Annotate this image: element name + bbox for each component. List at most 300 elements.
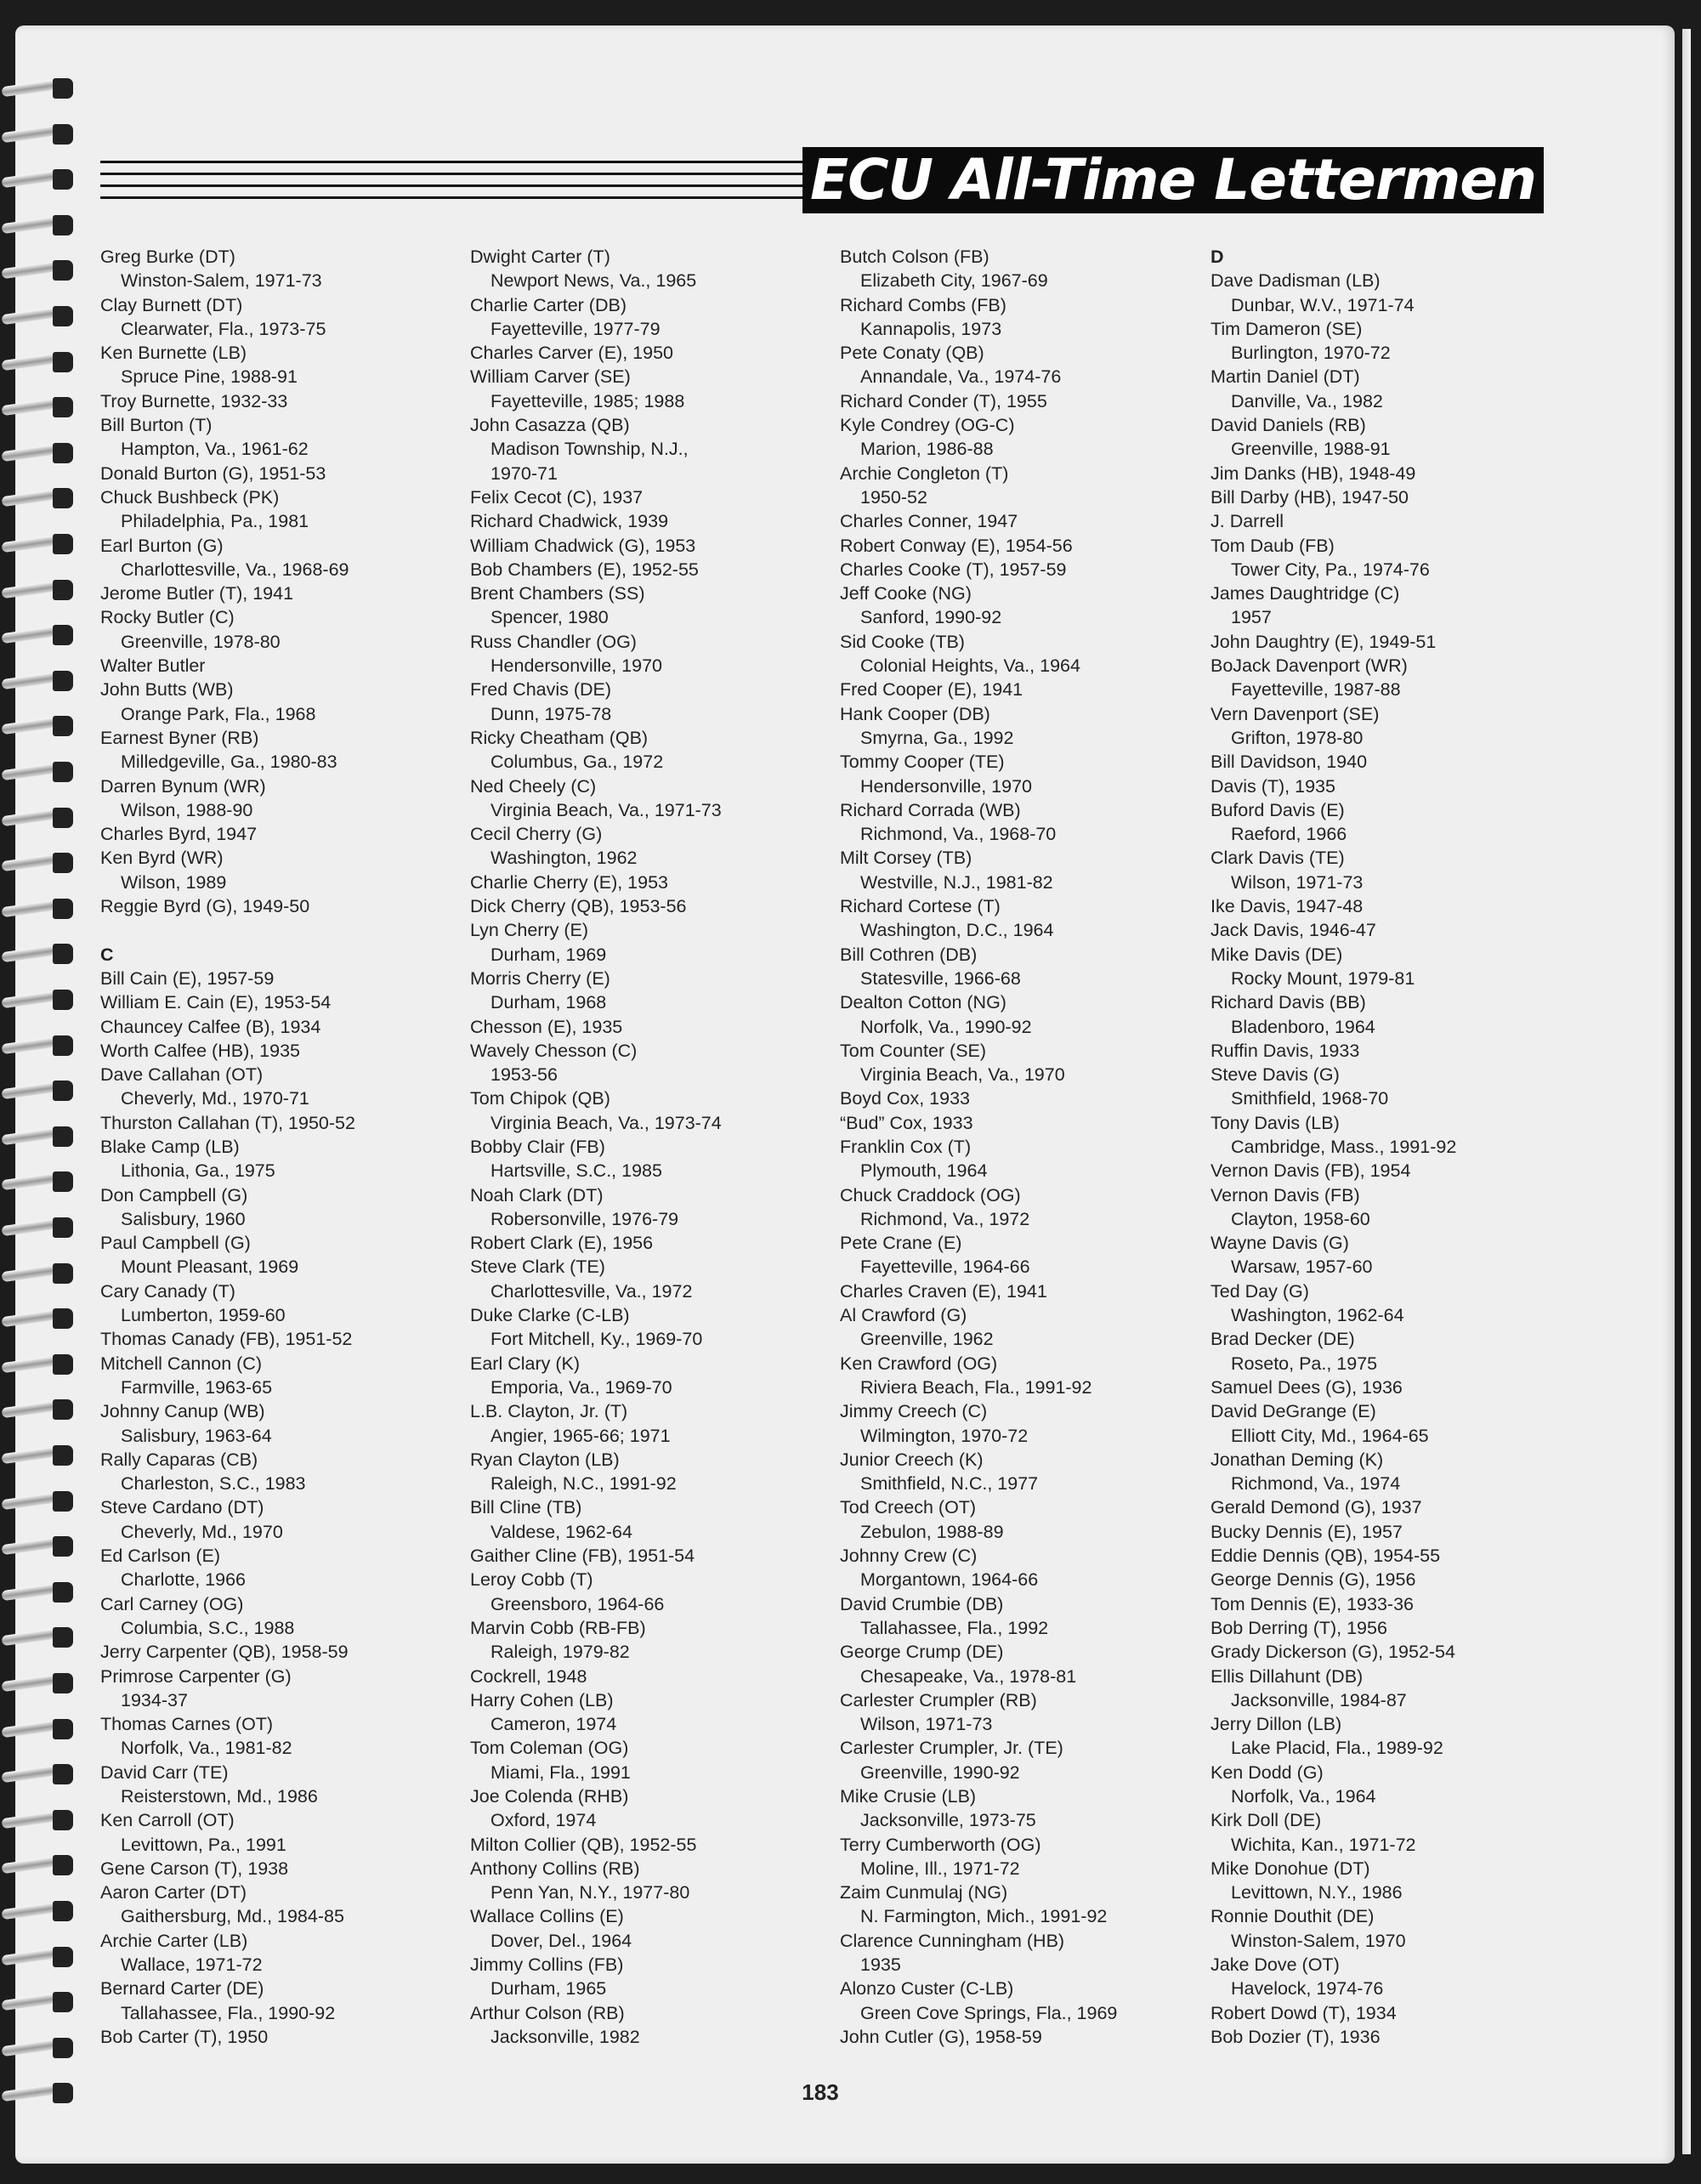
entry-name: Pete Crane (E) xyxy=(840,1233,962,1254)
entry-name: Thomas Carnes (OT) xyxy=(100,1714,274,1735)
entry-name: Bill Darby (HB), 1947-50 xyxy=(1211,486,1409,508)
entry-name: Gaither Cline (FB), 1951-54 xyxy=(470,1546,695,1567)
binding-ring xyxy=(2,1125,80,1149)
entry-detail: Charlottesville, Va., 1972 xyxy=(490,1280,693,1302)
entry-name: BoJack Davenport (WR) xyxy=(1211,655,1408,677)
entry-detail: Fort Mitchell, Ky., 1969-70 xyxy=(490,1329,703,1350)
entry-name: Chauncey Calfee (B), 1934 xyxy=(100,1016,321,1037)
entry-name: Earnest Byner (RB) xyxy=(100,727,259,748)
entry-detail: Hartsville, S.C., 1985 xyxy=(490,1160,662,1182)
entry-name: Tommy Cooper (TE) xyxy=(840,752,1005,773)
entry-name: Worth Calfee (HB), 1935 xyxy=(100,1040,301,1061)
entry-name: David DeGrange (E) xyxy=(1211,1401,1376,1422)
entry-detail: Greenville, 1988-91 xyxy=(1231,439,1391,460)
binding-ring xyxy=(2,395,80,419)
entry-name: William Carver (SE) xyxy=(470,366,631,388)
entry-detail: Jacksonville, 1973-75 xyxy=(860,1810,1036,1831)
entry-name: Bob Dozier (T), 1936 xyxy=(1211,2026,1381,2047)
entry-name: Clay Burnett (DT) xyxy=(100,294,243,315)
entry-name: Milt Corsey (TB) xyxy=(840,848,972,869)
binding-ring xyxy=(2,1216,80,1239)
entry-name: Robert Clark (E), 1956 xyxy=(470,1233,654,1254)
entry-name: Ken Dodd (G) xyxy=(1211,1761,1324,1783)
entry-name: Zaim Cunmulaj (NG) xyxy=(840,1882,1008,1903)
entry-name: Ellis Dillahunt (DB) xyxy=(1211,1665,1364,1687)
entry-detail: Spruce Pine, 1988-91 xyxy=(121,366,298,388)
entry-detail: Chesapeake, Va., 1978-81 xyxy=(860,1665,1077,1687)
entry-detail: Fayetteville, 1987-88 xyxy=(1231,679,1401,701)
entry-name: Dave Dadisman (LB) xyxy=(1211,270,1381,292)
entry-name: Grady Dickerson (G), 1952-54 xyxy=(1211,1642,1455,1663)
entry-name: Steve Cardano (DT) xyxy=(100,1497,264,1518)
entry-name: Charles Carver (E), 1950 xyxy=(470,343,673,364)
entry-detail: Cheverly, Md., 1970 xyxy=(121,1521,283,1542)
entry-detail: Robersonville, 1976-79 xyxy=(490,1208,679,1229)
binding-ring xyxy=(2,623,80,647)
entry-name: Ike Davis, 1947-48 xyxy=(1211,896,1364,917)
entry-name: Tim Dameron (SE) xyxy=(1211,318,1363,339)
entry-name: Dick Cherry (QB), 1953-56 xyxy=(470,896,687,917)
entry-detail: Riviera Beach, Fla., 1991-92 xyxy=(860,1376,1092,1398)
entry-detail: Cheverly, Md., 1970-71 xyxy=(121,1088,309,1109)
entry-name: David Crumbie (DB) xyxy=(840,1593,1004,1614)
entry-detail: Lithonia, Ga., 1975 xyxy=(121,1160,275,1182)
entry-detail: Havelock, 1974-76 xyxy=(1231,1978,1384,2000)
entry-name: Arthur Colson (RB) xyxy=(470,2002,625,2023)
entry-detail: Wilson, 1989 xyxy=(121,871,227,893)
entry-name: Jim Danks (HB), 1948-49 xyxy=(1211,462,1416,484)
binding-ring xyxy=(2,1990,80,2014)
binding-ring xyxy=(2,350,80,374)
entry-detail: Washington, 1962 xyxy=(490,848,638,869)
header-rule xyxy=(100,173,802,175)
binding-ring xyxy=(2,1489,80,1513)
entry-name: Johnny Crew (C) xyxy=(840,1546,978,1567)
entry-name: Bill Cain (E), 1957-59 xyxy=(100,967,275,989)
entry-detail: Zebulon, 1988-89 xyxy=(860,1521,1004,1542)
entry-detail: Richmond, Va., 1974 xyxy=(1231,1473,1401,1495)
entry-detail: 1950-52 xyxy=(860,486,927,508)
entry-detail: Kannapolis, 1973 xyxy=(860,318,1002,339)
entry-name: Charles Cooke (T), 1957-59 xyxy=(840,559,1067,580)
entry-detail: Salisbury, 1960 xyxy=(121,1208,246,1229)
entry-detail: Plymouth, 1964 xyxy=(860,1160,988,1182)
entry-detail: Durham, 1969 xyxy=(490,944,607,965)
entry-name: Charlie Carter (DB) xyxy=(470,294,627,315)
entry-detail: Jacksonville, 1984-87 xyxy=(1231,1689,1407,1710)
binding-ring xyxy=(2,1262,80,1285)
entry-name: Richard Chadwick, 1939 xyxy=(470,511,669,532)
entry-name: Vernon Davis (FB), 1954 xyxy=(1211,1160,1411,1182)
entry-detail: 1957 xyxy=(1231,607,1272,628)
entry-detail: Colonial Heights, Va., 1964 xyxy=(860,655,1080,677)
page-header xyxy=(100,147,1544,215)
entry-detail: Rocky Mount, 1979-81 xyxy=(1231,967,1415,989)
entry-detail: Norfolk, Va., 1981-82 xyxy=(121,1738,292,1759)
entry-detail: Emporia, Va., 1969-70 xyxy=(490,1376,672,1398)
entry-name: Eddie Dennis (QB), 1954-55 xyxy=(1211,1546,1441,1567)
entry-detail: Wilson, 1971-73 xyxy=(860,1714,993,1735)
entry-detail: Richmond, Va., 1972 xyxy=(860,1208,1030,1229)
entry-name: John Casazza (QB) xyxy=(470,415,630,436)
entry-name: Duke Clarke (C-LB) xyxy=(470,1305,630,1326)
entry-name: Ken Burnette (LB) xyxy=(100,343,247,364)
roster-column-3 xyxy=(840,245,1197,2049)
entry-name: Chuck Bushbeck (PK) xyxy=(100,486,280,508)
binding-ring xyxy=(2,760,80,784)
entry-name: Kirk Doll (DE) xyxy=(1211,1810,1322,1831)
entry-name: Bobby Clair (FB) xyxy=(470,1136,605,1157)
entry-detail: Roseto, Pa., 1975 xyxy=(1231,1353,1378,1374)
entry-name: Earl Burton (G) xyxy=(100,535,224,556)
entry-detail: Columbia, S.C., 1988 xyxy=(121,1617,295,1638)
entry-name: Archie Carter (LB) xyxy=(100,1930,248,1951)
entry-detail: Elizabeth City, 1967-69 xyxy=(860,270,1048,292)
binding-ring xyxy=(2,942,80,966)
header-rule xyxy=(100,184,802,187)
binding-ring xyxy=(2,1625,80,1649)
entry-detail: Miami, Fla., 1991 xyxy=(490,1761,631,1783)
entry-name: Vernon Davis (FB) xyxy=(1211,1184,1360,1205)
entry-name: Chesson (E), 1935 xyxy=(470,1016,623,1037)
entry-name: Bill Burton (T) xyxy=(100,415,213,436)
entry-name: Felix Cecot (C), 1937 xyxy=(470,486,644,508)
entry-name: William Chadwick (G), 1953 xyxy=(470,535,696,556)
entry-name: Cary Canady (T) xyxy=(100,1280,235,1302)
entry-name: Primrose Carpenter (G) xyxy=(100,1665,292,1687)
page-edge xyxy=(1682,29,1691,2154)
entry-name: Carl Carney (OG) xyxy=(100,1593,244,1614)
entry-detail: Levittown, Pa., 1991 xyxy=(121,1834,286,1855)
entry-detail: Charleston, S.C., 1983 xyxy=(121,1473,306,1495)
roster-column-4 xyxy=(1211,245,1568,2049)
entry-name: Cockrell, 1948 xyxy=(470,1665,587,1687)
entry-detail: Greenville, 1962 xyxy=(860,1329,994,1350)
entry-name: Bill Cline (TB) xyxy=(470,1497,582,1518)
entry-detail: Columbus, Ga., 1972 xyxy=(490,752,664,773)
binding-ring xyxy=(2,258,80,282)
entry-detail: Virginia Beach, Va., 1970 xyxy=(860,1064,1065,1086)
entry-name: Ruffin Davis, 1933 xyxy=(1211,1040,1360,1061)
entry-name: Wavely Chesson (C) xyxy=(470,1040,638,1061)
entry-name: Joe Colenda (RHB) xyxy=(470,1786,629,1807)
entry-name: Bucky Dennis (E), 1957 xyxy=(1211,1521,1403,1542)
entry-name: Boyd Cox, 1933 xyxy=(840,1088,970,1109)
entry-detail: Philadelphia, Pa., 1981 xyxy=(121,511,309,532)
entry-detail: Oxford, 1974 xyxy=(490,1810,597,1831)
entry-detail: Gaithersburg, Md., 1984-85 xyxy=(121,1906,344,1927)
entry-name: Morris Cherry (E) xyxy=(470,967,610,989)
entry-name: Bill Cothren (DB) xyxy=(840,944,978,965)
entry-detail: Salisbury, 1963-64 xyxy=(121,1425,272,1446)
section-letter: D xyxy=(1211,247,1224,267)
entry-name: Wallace Collins (E) xyxy=(470,1906,624,1927)
entry-detail: Greensboro, 1964-66 xyxy=(490,1593,665,1614)
entry-name: David Carr (TE) xyxy=(100,1761,229,1783)
binding-ring xyxy=(2,1762,80,1786)
entry-name: Walter Butler xyxy=(100,655,206,677)
entry-detail: Madison Township, N.J., xyxy=(490,439,689,460)
entry-name: Tony Davis (LB) xyxy=(1211,1112,1340,1133)
binding-ring xyxy=(2,988,80,1012)
entry-name: Jerome Butler (T), 1941 xyxy=(100,583,294,604)
entry-name: Troy Burnette, 1932-33 xyxy=(100,390,288,411)
entry-detail: Danville, Va., 1982 xyxy=(1231,390,1383,411)
binding-ring xyxy=(2,578,80,602)
entry-detail: Smithfield, 1968-70 xyxy=(1231,1088,1389,1109)
binding-ring xyxy=(2,167,80,191)
entry-detail: Norfolk, Va., 1990-92 xyxy=(860,1016,1032,1037)
entry-detail: Wilmington, 1970-72 xyxy=(860,1425,1029,1446)
binding-ring xyxy=(2,1353,80,1376)
entry-name: Mike Donohue (DT) xyxy=(1211,1858,1370,1879)
entry-name: Charles Conner, 1947 xyxy=(840,511,1018,532)
binding-ring xyxy=(2,1398,80,1421)
entry-name: Davis (T), 1935 xyxy=(1211,775,1335,797)
entry-name: Samuel Dees (G), 1936 xyxy=(1211,1376,1403,1398)
entry-name: Wayne Davis (G) xyxy=(1211,1233,1349,1254)
entry-name: Richard Combs (FB) xyxy=(840,294,1006,315)
entry-name: Chuck Craddock (OG) xyxy=(840,1184,1021,1205)
entry-name: Charlie Cherry (E), 1953 xyxy=(470,871,669,893)
binding-ring xyxy=(2,669,80,693)
entry-name: Noah Clark (DT) xyxy=(470,1184,604,1205)
binding-ring xyxy=(2,486,80,510)
entry-detail: Elliott City, Md., 1964-65 xyxy=(1231,1425,1429,1446)
entry-name: James Daughtridge (C) xyxy=(1211,583,1400,604)
entry-detail: Wilson, 1971-73 xyxy=(1231,871,1364,893)
entry-name: Jimmy Creech (C) xyxy=(840,1401,988,1422)
entry-name: Greg Burke (DT) xyxy=(100,247,235,267)
entry-detail: Virginia Beach, Va., 1971-73 xyxy=(490,799,722,820)
entry-name: L.B. Clayton, Jr. (T) xyxy=(470,1401,628,1422)
entry-detail: Wilson, 1988-90 xyxy=(121,799,253,820)
entry-name: J. Darrell xyxy=(1211,511,1284,532)
entry-name: Donald Burton (G), 1951-53 xyxy=(100,462,326,484)
entry-name: Fred Cooper (E), 1941 xyxy=(840,679,1023,701)
binding-ring xyxy=(2,806,80,830)
entry-name: Gene Carson (T), 1938 xyxy=(100,1858,289,1879)
entry-detail: 1935 xyxy=(860,1954,901,1976)
entry-name: Mike Crusie (LB) xyxy=(840,1786,977,1807)
page-title: ECU All-Time Lettermen xyxy=(802,147,1544,213)
entry-name: Bob Derring (T), 1956 xyxy=(1211,1617,1387,1638)
entry-detail: Dover, Del., 1964 xyxy=(490,1930,632,1951)
entry-name: Marvin Cobb (RB-FB) xyxy=(470,1617,646,1638)
entry-detail: Lake Placid, Fla., 1989-92 xyxy=(1231,1738,1443,1759)
entry-name: Brent Chambers (SS) xyxy=(470,583,645,604)
binding-ring xyxy=(2,2036,80,2060)
entry-detail: Wallace, 1971-72 xyxy=(121,1954,263,1976)
entry-detail: Moline, Ill., 1971-72 xyxy=(860,1858,1020,1879)
entry-name: Hank Cooper (DB) xyxy=(840,703,990,724)
spacer xyxy=(100,918,457,942)
entry-detail: Fayetteville, 1964-66 xyxy=(860,1257,1030,1278)
entry-detail: Newport News, Va., 1965 xyxy=(490,270,697,292)
entry-detail: Washington, D.C., 1964 xyxy=(860,920,1054,941)
entry-name: Mike Davis (DE) xyxy=(1211,944,1343,965)
entry-name: Richard Cortese (T) xyxy=(840,896,1001,917)
entry-detail: Grifton, 1978-80 xyxy=(1231,727,1364,748)
entry-detail: 1970-71 xyxy=(490,462,558,484)
entry-detail: Reisterstown, Md., 1986 xyxy=(121,1786,318,1807)
entry-detail: Farmville, 1963-65 xyxy=(121,1376,273,1398)
entry-name: Ed Carlson (E) xyxy=(100,1546,220,1567)
entry-name: Jerry Carpenter (QB), 1958-59 xyxy=(100,1642,349,1663)
entry-name: Jonathan Deming (K) xyxy=(1211,1449,1384,1470)
binding-ring xyxy=(2,1534,80,1558)
entry-detail: Greenville, 1978-80 xyxy=(121,631,281,652)
roster-column-2 xyxy=(470,245,827,2049)
entry-name: Jerry Dillon (LB) xyxy=(1211,1714,1342,1735)
entry-detail: Winston-Salem, 1971-73 xyxy=(121,270,322,292)
entry-detail: Raleigh, 1979-82 xyxy=(490,1642,630,1663)
entry-detail: Marion, 1986-88 xyxy=(860,439,994,460)
entry-detail: Tallahassee, Fla., 1990-92 xyxy=(121,2002,336,2023)
entry-detail: Charlotte, 1966 xyxy=(121,1569,247,1591)
entry-detail: Orange Park, Fla., 1968 xyxy=(121,703,316,724)
entry-name: Butch Colson (FB) xyxy=(840,247,989,267)
entry-detail: Bladenboro, 1964 xyxy=(1231,1016,1375,1037)
entry-detail: Green Cove Springs, Fla., 1969 xyxy=(860,2002,1118,2023)
entry-name: Clark Davis (TE) xyxy=(1211,848,1345,869)
entry-name: Milton Collier (QB), 1952-55 xyxy=(470,1834,697,1855)
entry-name: Al Crawford (G) xyxy=(840,1305,967,1326)
entry-name: Rally Caparas (CB) xyxy=(100,1449,258,1470)
roster-column-1 xyxy=(100,245,457,2049)
entry-detail: Dunbar, W.V., 1971-74 xyxy=(1231,294,1415,315)
entry-name: John Daughtry (E), 1949-51 xyxy=(1211,631,1437,652)
entry-name: Kyle Condrey (OG-C) xyxy=(840,415,1015,436)
binding-ring xyxy=(2,1034,80,1058)
entry-name: John Butts (WB) xyxy=(100,679,234,701)
binding-ring xyxy=(2,1899,80,1923)
entry-detail: Raleigh, N.C., 1991-92 xyxy=(490,1473,677,1495)
entry-name: Ted Day (G) xyxy=(1211,1280,1309,1302)
entry-name: Carlester Crumpler (RB) xyxy=(840,1689,1037,1710)
entry-name: Charles Byrd, 1947 xyxy=(100,824,258,845)
entry-detail: Penn Yan, N.Y., 1977-80 xyxy=(490,1882,690,1903)
entry-name: Franklin Cox (T) xyxy=(840,1136,972,1157)
entry-name: Jack Davis, 1946-47 xyxy=(1211,920,1376,941)
entry-detail: Hendersonville, 1970 xyxy=(490,655,662,677)
entry-detail: Jacksonville, 1982 xyxy=(490,2026,640,2047)
binding-ring xyxy=(2,2081,80,2105)
entry-detail: Milledgeville, Ga., 1980-83 xyxy=(121,752,337,773)
binding-ring xyxy=(2,1580,80,1604)
entry-detail: Morgantown, 1964-66 xyxy=(860,1569,1039,1591)
entry-detail: Greenville, 1990-92 xyxy=(860,1761,1020,1783)
entry-name: Leroy Cobb (T) xyxy=(470,1569,593,1591)
entry-name: Harry Cohen (LB) xyxy=(470,1689,614,1710)
entry-name: Lyn Cherry (E) xyxy=(470,920,588,941)
entry-detail: Fayetteville, 1977-79 xyxy=(490,318,661,339)
entry-detail: Cambridge, Mass., 1991-92 xyxy=(1231,1136,1457,1157)
entry-name: Rocky Butler (C) xyxy=(100,607,235,628)
entry-detail: Tower City, Pa., 1974-76 xyxy=(1231,559,1430,580)
entry-name: Earl Clary (K) xyxy=(470,1353,581,1374)
entry-name: Archie Congleton (T) xyxy=(840,462,1009,484)
entry-name: Bob Chambers (E), 1952-55 xyxy=(470,559,699,580)
entry-detail: Charlottesville, Va., 1968-69 xyxy=(121,559,349,580)
spiral-binding xyxy=(0,77,82,2117)
entry-name: Charles Craven (E), 1941 xyxy=(840,1280,1047,1302)
entry-detail: Burlington, 1970-72 xyxy=(1231,343,1391,364)
entry-name: Robert Dowd (T), 1934 xyxy=(1211,2002,1397,2023)
entry-name: Vern Davenport (SE) xyxy=(1211,703,1380,724)
entry-detail: Statesville, 1966-68 xyxy=(860,967,1021,989)
binding-ring xyxy=(2,1444,80,1467)
entry-name: Jake Dove (OT) xyxy=(1211,1954,1340,1976)
binding-ring xyxy=(2,1945,80,1969)
binding-ring xyxy=(2,1671,80,1695)
binding-ring xyxy=(2,897,80,921)
entry-detail: Cameron, 1974 xyxy=(490,1714,617,1735)
entry-name: George Crump (DE) xyxy=(840,1642,1004,1663)
entry-name: Blake Camp (LB) xyxy=(100,1136,240,1157)
entry-name: Dwight Carter (T) xyxy=(470,247,610,267)
entry-name: David Daniels (RB) xyxy=(1211,415,1366,436)
entry-name: Johnny Canup (WB) xyxy=(100,1401,265,1422)
entry-name: Don Campbell (G) xyxy=(100,1184,248,1205)
entry-detail: Norfolk, Va., 1964 xyxy=(1231,1786,1376,1807)
entry-name: Tod Creech (OT) xyxy=(840,1497,977,1518)
entry-name: Cecil Cherry (G) xyxy=(470,824,603,845)
entry-name: Terry Cumberworth (OG) xyxy=(840,1834,1041,1855)
entry-name: Carlester Crumpler, Jr. (TE) xyxy=(840,1738,1063,1759)
entry-name: Junior Creech (K) xyxy=(840,1449,984,1470)
entry-detail: Durham, 1968 xyxy=(490,992,607,1013)
entry-name: Bernard Carter (DE) xyxy=(100,1978,264,2000)
entry-detail: Raeford, 1966 xyxy=(1231,824,1347,845)
binding-ring xyxy=(2,1853,80,1877)
entry-name: Ken Byrd (WR) xyxy=(100,848,224,869)
entry-name: William E. Cain (E), 1953-54 xyxy=(100,992,332,1013)
entry-detail: Sanford, 1990-92 xyxy=(860,607,1002,628)
section-letter: C xyxy=(100,944,114,965)
entry-name: Ronnie Douthit (DE) xyxy=(1211,1906,1375,1927)
entry-name: Darren Bynum (WR) xyxy=(100,775,266,797)
binding-ring xyxy=(2,77,80,100)
entry-detail: Clearwater, Fla., 1973-75 xyxy=(121,318,326,339)
entry-name: Ken Crawford (OG) xyxy=(840,1353,998,1374)
entry-name: Richard Conder (T), 1955 xyxy=(840,390,1047,411)
binding-ring xyxy=(2,1307,80,1330)
entry-detail: Fayetteville, 1985; 1988 xyxy=(490,390,685,411)
entry-detail: Hampton, Va., 1961-62 xyxy=(121,439,309,460)
binding-ring xyxy=(2,532,80,556)
entry-name: “Bud” Cox, 1933 xyxy=(840,1112,973,1133)
entry-name: Gerald Demond (G), 1937 xyxy=(1211,1497,1422,1518)
binding-ring xyxy=(2,441,80,465)
entry-name: Anthony Collins (RB) xyxy=(470,1858,640,1879)
entry-name: Thomas Canady (FB), 1951-52 xyxy=(100,1329,353,1350)
entry-name: Fred Chavis (DE) xyxy=(470,679,612,701)
entry-name: Jeff Cooke (NG) xyxy=(840,583,972,604)
entry-name: George Dennis (G), 1956 xyxy=(1211,1569,1416,1591)
entry-name: Richard Corrada (WB) xyxy=(840,799,1021,820)
entry-detail: Mount Pleasant, 1969 xyxy=(121,1257,299,1278)
page-number: 183 xyxy=(802,2079,839,2105)
entry-name: Tom Daub (FB) xyxy=(1211,535,1335,556)
binding-ring xyxy=(2,1170,80,1194)
entry-name: John Cutler (G), 1958-59 xyxy=(840,2026,1042,2047)
entry-name: Aaron Carter (DT) xyxy=(100,1882,247,1903)
entry-name: Jimmy Collins (FB) xyxy=(470,1954,624,1976)
entry-detail: Angier, 1965-66; 1971 xyxy=(490,1425,671,1446)
entry-detail: Tallahassee, Fla., 1992 xyxy=(860,1617,1049,1638)
entry-detail: Smyrna, Ga., 1992 xyxy=(860,727,1014,748)
